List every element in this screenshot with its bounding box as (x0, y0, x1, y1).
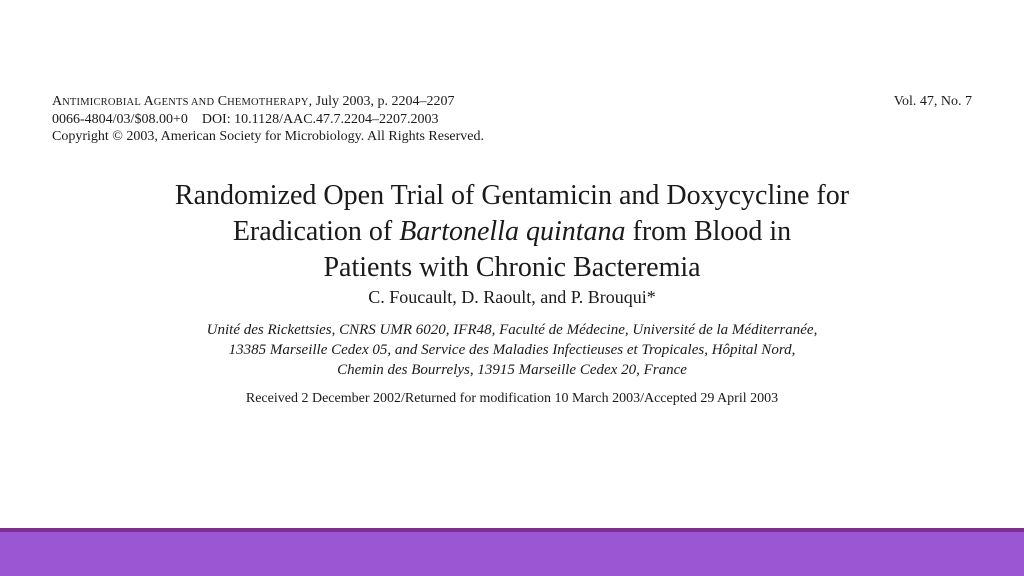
journal-header (52, 93, 972, 145)
affiliation (0, 320, 1024, 380)
title-line-1: Randomized Open Trial of Gentamicin and Doxycycline for (174, 180, 850, 211)
copyright-line: Copyright © 2003, American Society for Microbiology. All Rights Reserved. (52, 129, 485, 144)
affiliation-line-2: 13385 Marseille Cedex 05, and Service des Maladies Infectieuses et Tropicales, Hôpital Nord, (228, 342, 796, 358)
title-line-2: Eradication of Bartonella quintana from Blood in (232, 216, 792, 247)
volume-number: Vol. 47, No. 7 (893, 94, 972, 109)
affiliation-line-3: Chemin des Bourrelys, 13915 Marseille Cedex 20, France (337, 362, 687, 378)
title-line-3: Patients with Chronic Bacteremia (323, 252, 701, 283)
species-name: Bartonella quintana (399, 216, 626, 247)
received-dates: Received 2 December 2002/Returned for modification 10 March 2003/Accepted 29 April 2003 (245, 391, 779, 406)
paper-title (0, 178, 1024, 286)
doi-line: 0066-4804/03/$08.00+0 DOI: 10.1128/AAC.47.7.2204–2207.2003 (52, 112, 439, 127)
affiliation-line-1: Unité des Rickettsies, CNRS UMR 6020, IFR48, Faculté de Médecine, Université de la Méditerranée, (206, 322, 818, 338)
journal-citation: ANTIMICROBIAL AGENTS AND CHEMOTHERAPY, July 2003, p. 2204–2207 (52, 94, 455, 109)
author-list: C. Foucault, D. Raoult, and P. Brouqui* (368, 287, 656, 307)
footer-bar (0, 528, 1024, 576)
